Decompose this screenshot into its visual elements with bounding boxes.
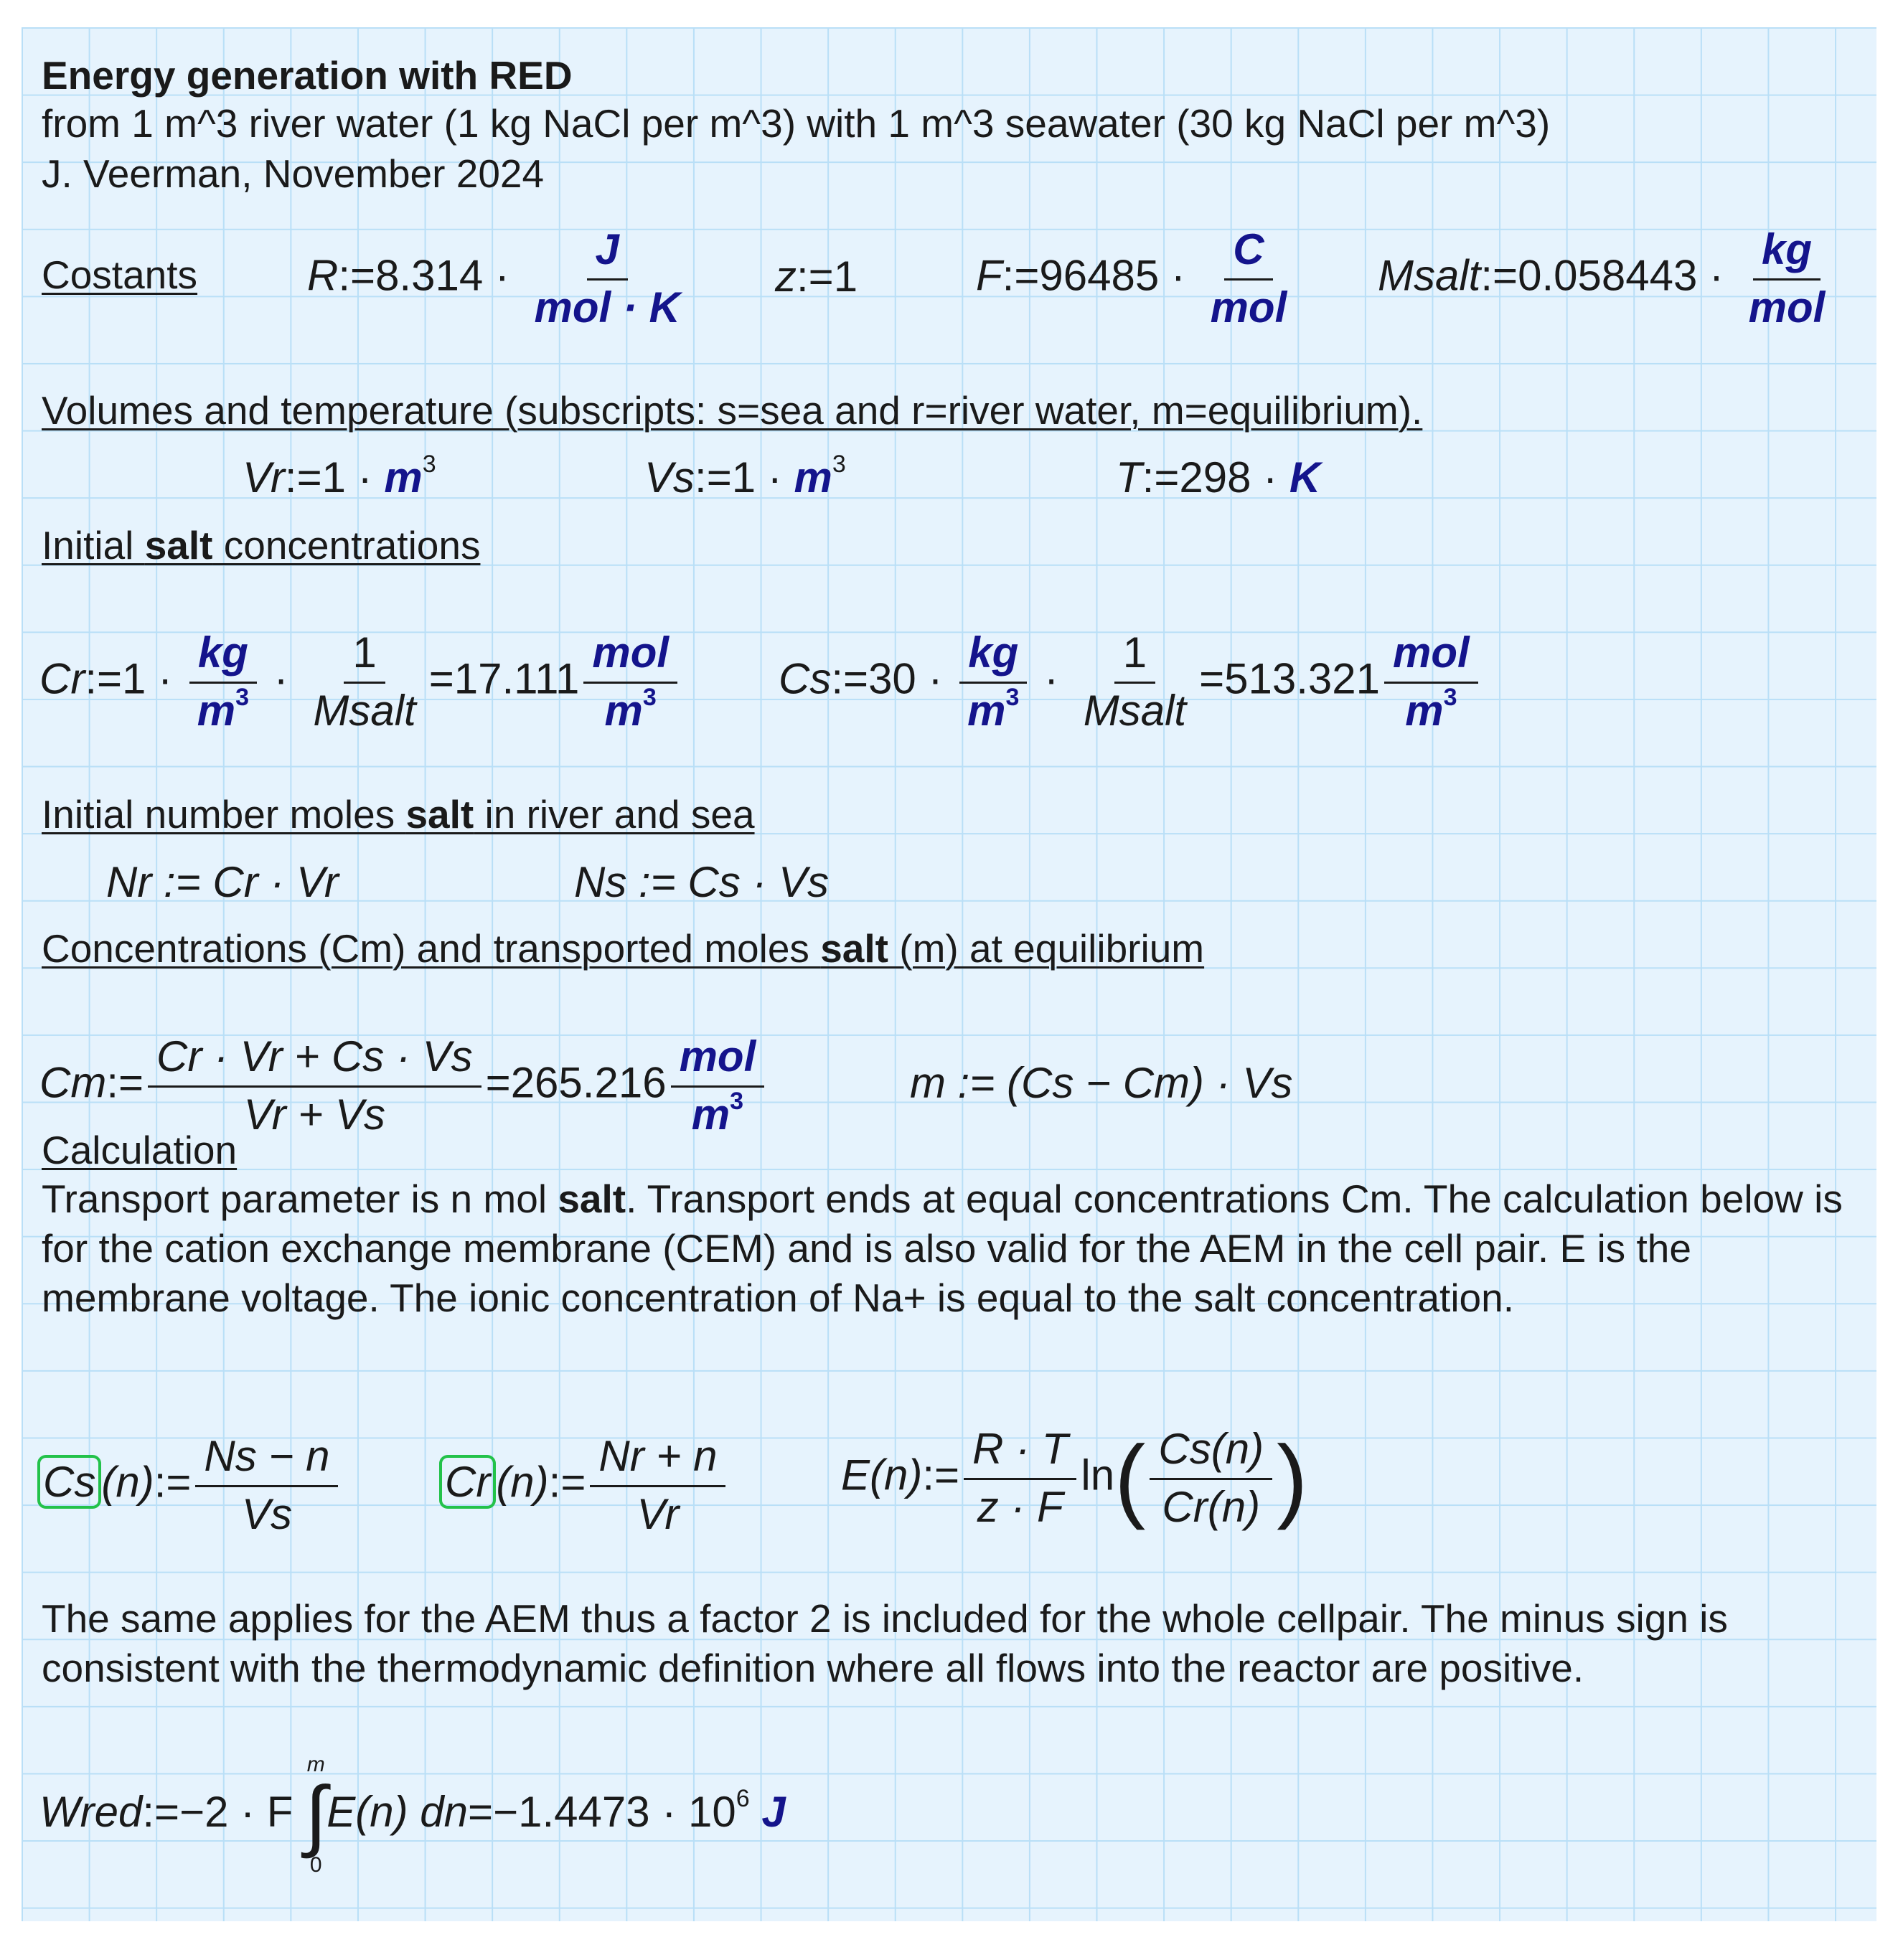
moles-Ns[interactable]: Ns := Cs · Vs	[574, 858, 830, 906]
temperature-T[interactable]: T:=298 · K	[1116, 453, 1321, 501]
function-E-n[interactable]: E(n):= $\frac{R \cdot T}{z \cdot F}$ ln( $\frac{Cs(n)}{Cr(n)}$ )	[841, 1425, 1308, 1531]
concentration-Cs[interactable]: Cs:=30 · $\frac{kg}{m^3}$ · $\frac{1}{\text{Msalt}}$ =513.321 $\frac{\text{mol}}{m^3}$	[779, 631, 1483, 732]
result-Wred[interactable]: Wred:=−2 · F m ∫ 0 E(n) $dn=-1.4473 \cdot 10^6$ J	[39, 1753, 786, 1877]
volumes-heading[interactable]: Volumes and temperature (subscripts: s=sea and r=river water, m=equilibrium).	[42, 388, 1423, 433]
worksheet-subtitle: from 1 m^3 river water (1 kg NaCl per m^3) with 1 m^3 seawater (30 kg NaCl per m^3)	[42, 101, 1551, 146]
moles-Nr[interactable]: Nr := Cr · Vr	[106, 858, 339, 906]
constant-R[interactable]: R:=8.314 · $\frac{J}{\text{mol · K}}$	[307, 225, 680, 331]
function-Cr-n[interactable]: Cr (n):= $\frac{Nr + n}{Vr}$	[439, 1435, 730, 1536]
author-date: J. Veerman, November 2024	[42, 151, 545, 196]
Cr-function-name[interactable]: Cr	[439, 1455, 496, 1509]
volume-Vr[interactable]: Vr:=1 · $m^3$	[243, 451, 436, 501]
concentration-Cr[interactable]: Cr:=1 · $\frac{kg}{m^3}$ · $\frac{1}{\text{Msalt}}$ =17.111 $\frac{\text{mol}}{m^3}$	[39, 631, 682, 732]
equilibrium-heading[interactable]: Concentrations (Cm) and transported moles salt (m) at equilibrium	[42, 926, 1205, 971]
Cs-function-name[interactable]: Cs	[37, 1455, 101, 1509]
constant-Msalt[interactable]: Msalt:=0.058443 · $\frac{kg}{\text{mol}}$	[1378, 225, 1826, 331]
constants-heading[interactable]: Costants	[42, 253, 198, 297]
transported-moles-m[interactable]: m := (Cs − Cm) · Vs	[910, 1059, 1293, 1107]
constant-z[interactable]: z:=1	[775, 253, 858, 301]
calculation-description[interactable]: Transport parameter is n mol salt. Transport ends at equal concentrations Cm. The calculation below is for the cation exchange membrane (CEM) and is also valid for the AEM in the cell pair. E is the membrane voltage. The ionic concentration of Na+ is equal to the salt concentration.	[42, 1177, 1843, 1320]
constant-F[interactable]: F:=96485 · $\frac{C}{\text{mol}}$	[976, 225, 1287, 331]
calculation-heading[interactable]: Calculation	[42, 1128, 238, 1172]
function-Cs-n[interactable]: Cs (n):= $\frac{Ns - n}{Vs}$	[37, 1435, 342, 1536]
worksheet-title: Energy generation with RED	[42, 53, 573, 98]
result-description[interactable]: The same applies for the AEM thus a factor 2 is included for the whole cellpair. The minus sign is consistent with the thermodynamic definition where all flows into the reactor are positive.	[42, 1596, 1728, 1690]
equilibrium-Cm[interactable]: Cm:= $\frac{Cr \cdot Vr + Cs \cdot Vs}{Vr + Vs}$ =265.216 $\frac{\text{mol}}{m^3}$	[39, 1035, 769, 1136]
moles-heading[interactable]: Initial number moles salt in river and sea	[42, 792, 755, 837]
volume-Vs[interactable]: Vs:=1 · $m^3$	[644, 451, 846, 501]
initial-conc-heading[interactable]: Initial salt concentrations	[42, 523, 481, 567]
